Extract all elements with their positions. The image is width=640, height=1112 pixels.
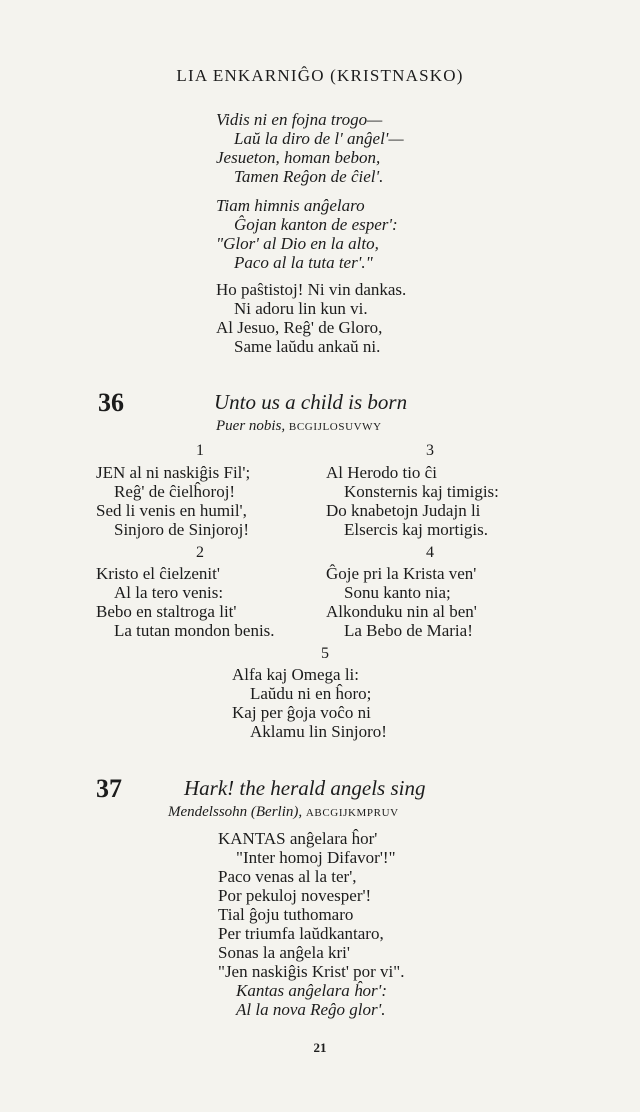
hymn-37-title: Hark! the herald angels sing	[184, 776, 426, 800]
verse-line: Al Jesuo, Reĝ' de Gloro,	[216, 318, 383, 337]
hymn-36-number: 36	[98, 388, 124, 417]
hymn-36-verse-3	[326, 463, 499, 539]
verse-line: Per triumfa laŭdkantaro,	[218, 924, 384, 943]
verse-number: 1	[196, 442, 204, 459]
verse-line: Elsercis kaj mortigis.	[344, 520, 489, 539]
hymn-36-verse-5	[232, 665, 387, 741]
verse-line: Laŭ la diro de l' anĝel'—	[234, 129, 404, 148]
hymn-37-tune	[168, 804, 399, 821]
refrain-line: Al la nova Reĝo glor'.	[236, 1000, 386, 1019]
verse-line: La tutan mondon benis.	[114, 621, 275, 640]
stanza-1	[216, 110, 404, 186]
verse-line: JEN al ni naskiĝis Fil';	[96, 463, 251, 482]
verse-number: 5	[321, 645, 329, 662]
verse-line: Konsternis kaj timigis:	[344, 482, 499, 501]
verse-line: Ni adoru lin kun vi.	[234, 299, 368, 318]
verse-line: Do knabetojn Judajn li	[326, 501, 481, 520]
verse-line: Al la tero venis:	[114, 583, 224, 602]
running-head: LIA ENKARNIĜO (KRISTNASKO)	[176, 66, 464, 85]
hymn-37-number: 37	[96, 774, 122, 803]
stanza-2	[216, 196, 398, 272]
verse-line: Tamen Reĝon de ĉiel'.	[234, 167, 384, 186]
verse-line: Laŭdu ni en ĥoro;	[250, 684, 372, 703]
verse-line: Sonu kanto nia;	[344, 583, 451, 602]
tune-codes: ABCGIJKMPRUV	[305, 807, 399, 819]
verse-line: Sed li venis en humil',	[96, 501, 247, 520]
hymn-36-verse-2	[96, 564, 275, 640]
stanza-3	[216, 280, 406, 356]
verse-line: Alfa kaj Omega li:	[232, 665, 359, 684]
verse-line: KANTAS anĝelara ĥor'	[218, 829, 378, 848]
hymn-36-title: Unto us a child is born	[214, 390, 408, 414]
verse-line: Jesueton, homan bebon,	[216, 148, 381, 167]
verse-line: Bebo en staltroga lit'	[96, 602, 237, 621]
refrain-line: Kantas anĝelara ĥor':	[236, 981, 387, 1000]
verse-line: Tiam himnis anĝelaro	[216, 196, 365, 215]
verse-line: Ĝojan kanton de esper':	[234, 215, 398, 234]
tune-codes: BCGIJLOSUVWY	[288, 421, 382, 433]
hymn-36-verse-4	[326, 564, 477, 640]
verse-line: Same laŭdu ankaŭ ni.	[234, 337, 381, 356]
hymn-36-tune	[216, 418, 382, 435]
verse-line: "Glor' al Dio en la alto,	[216, 234, 379, 253]
verse-line: Aklamu lin Sinjoro!	[250, 722, 387, 741]
verse-line: Al Herodo tio ĉi	[326, 463, 437, 482]
verse-line: Paco venas al la ter',	[218, 867, 357, 886]
verse-number: 4	[426, 544, 434, 561]
verse-line: Sonas la anĝela kri'	[218, 943, 350, 962]
verse-line: Sinjoro de Sinjoroj!	[114, 520, 250, 539]
verse-line: Ĝoje pri la Krista ven'	[326, 564, 477, 583]
verse-line: Por pekuloj novesper'!	[218, 886, 372, 905]
verse-line: La Bebo de Maria!	[344, 621, 473, 640]
verse-line: "Jen naskiĝis Krist' por vi".	[218, 962, 405, 981]
tune-name: Puer nobis,	[216, 418, 286, 434]
tune-name: Mendelssohn (Berlin),	[168, 804, 303, 820]
verse-line: Ho paŝtistoj! Ni vin dankas.	[216, 280, 407, 299]
hymn-36-verse-1	[96, 463, 250, 539]
verse-line: Paco al la tuta ter'."	[234, 253, 373, 272]
verse-line: Tial ĝoju tuthomaro	[218, 905, 354, 924]
verse-line: Kristo el ĉielzenit'	[96, 564, 220, 583]
verse-line: Alkonduku nin al ben'	[326, 602, 477, 621]
verse-line: "Inter homoj Difavor'!"	[236, 848, 396, 867]
verse-number: 2	[196, 544, 204, 561]
verse-line: Kaj per ĝoja voĉo ni	[232, 703, 371, 722]
verse-line: Vidis ni en fojna trogo—	[216, 110, 383, 129]
verse-line: Reĝ' de ĉielĥoroj!	[114, 482, 236, 501]
page-number: 21	[313, 1040, 327, 1055]
verse-number: 3	[426, 442, 434, 459]
hymn-37-verse-1	[218, 829, 404, 1019]
